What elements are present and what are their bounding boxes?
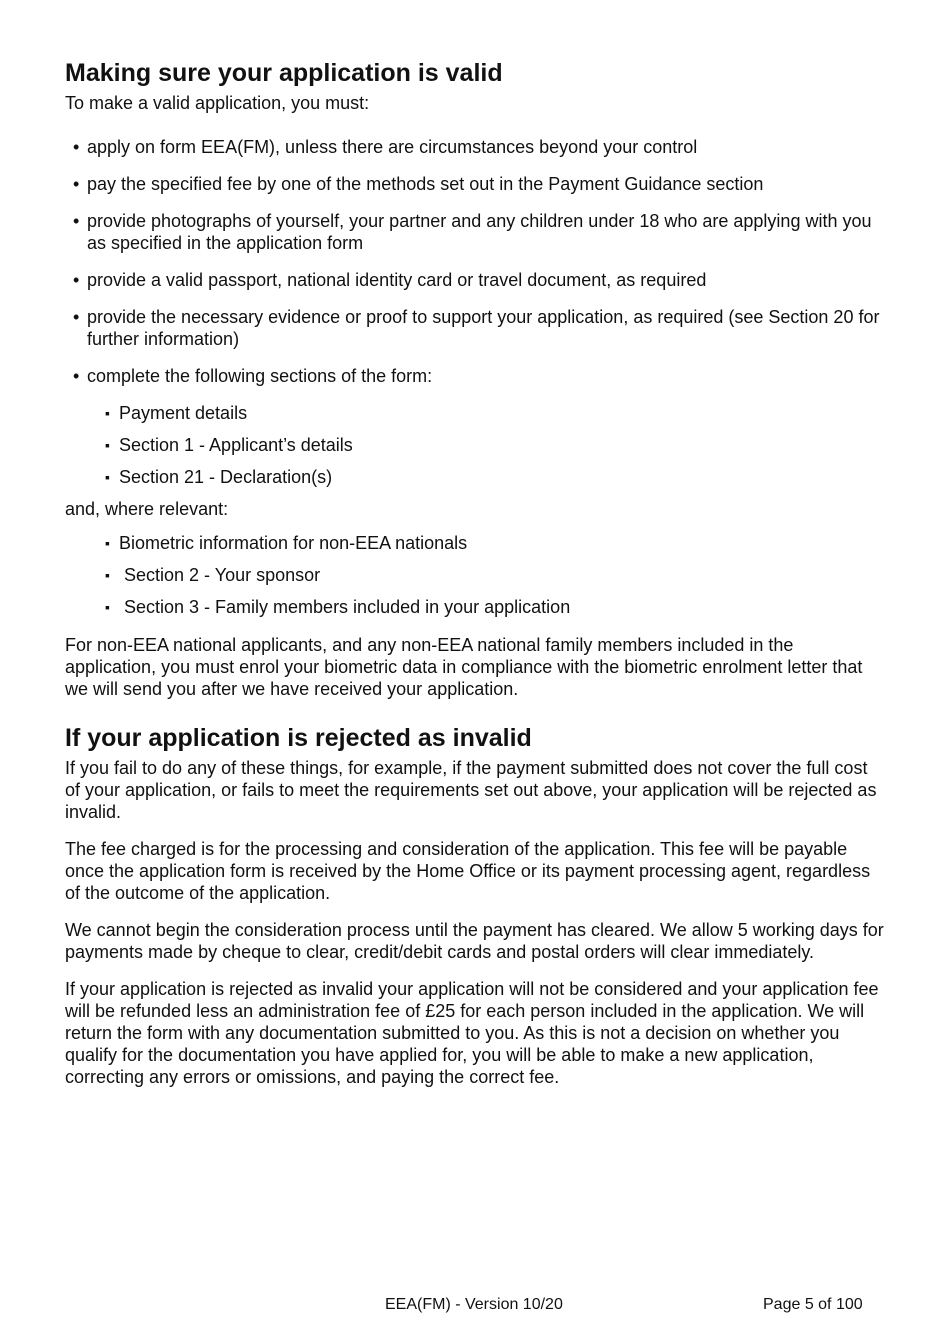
required-section-item: ▪ Section 21 - Declaration(s) xyxy=(105,466,885,488)
required-section-item: ▪ Payment details xyxy=(105,402,885,424)
document-page xyxy=(65,58,885,1088)
relevant-sections-list xyxy=(105,532,885,618)
requirement-item: • provide photographs of yourself, your partner and any children under 18 who are applying with you as specified in the application form xyxy=(65,210,885,254)
requirement-item: • apply on form EEA(FM), unless there are circumstances beyond your control xyxy=(65,136,885,158)
requirement-item: • provide a valid passport, national identity card or travel document, as required xyxy=(65,269,885,291)
relevant-section-item: ▪ Section 2 - Your sponsor xyxy=(105,564,885,586)
requirement-item: • pay the specified fee by one of the methods set out in the Payment Guidance section xyxy=(65,173,885,195)
requirement-item: • complete the following sections of the form: xyxy=(65,365,885,387)
relevant-section-item: ▪ Section 3 - Family members included in your application xyxy=(105,596,885,618)
fee-paragraph: The fee charged is for the processing and consideration of the application. This fee will be payable once the application form is received by the Home Office or its payment processing agent, regardless of the outcome of the application. xyxy=(65,839,871,903)
requirement-item: • provide the necessary evidence or proof to support your application, as required (see Section 20 for further information) xyxy=(65,306,885,350)
payment-clearing-paragraph: We cannot begin the consideration process until the payment has cleared. We allow 5 working days for payments made by cheque to clear, credit/debit cards and postal orders will clear immediately. xyxy=(65,920,884,962)
required-sections-list xyxy=(105,402,885,488)
page-number: Page 5 of 100 xyxy=(763,1296,863,1313)
rejection-paragraph: If you fail to do any of these things, for example, if the payment submitted does not cover the full cost of your application, or fails to meet the requirements set out above, your application will be rejected as invalid. xyxy=(65,758,877,822)
relevant-section-item: ▪ Biometric information for non-EEA nationals xyxy=(105,532,885,554)
refund-paragraph: If your application is rejected as invalid your application will not be considered and your application fee will be refunded less an administration fee of £25 for each person included in the application. We will return the form with any documentation submitted to you. As this is not a decision on whether you qualify for the documentation you have applied for, you will be able to make a new application, correcting any errors or omissions, and paying the correct fee. xyxy=(65,979,879,1087)
heading-valid-application: Making sure your application is valid xyxy=(65,59,503,87)
intro-text: To make a valid application, you must: xyxy=(65,93,370,113)
biometric-note: For non-EEA national applicants, and any non-EEA national family members included in the application, you must enrol your biometric data in compliance with the biometric enrolment letter that we will send you after we have received your application. xyxy=(65,635,863,699)
where-relevant-label: and, where relevant: xyxy=(65,499,229,519)
form-version: EEA(FM) - Version 10/20 xyxy=(385,1296,563,1313)
heading-rejected-invalid: If your application is rejected as invalid xyxy=(65,724,532,752)
requirements-list xyxy=(65,136,885,387)
required-section-item: ▪ Section 1 - Applicant’s details xyxy=(105,434,885,456)
